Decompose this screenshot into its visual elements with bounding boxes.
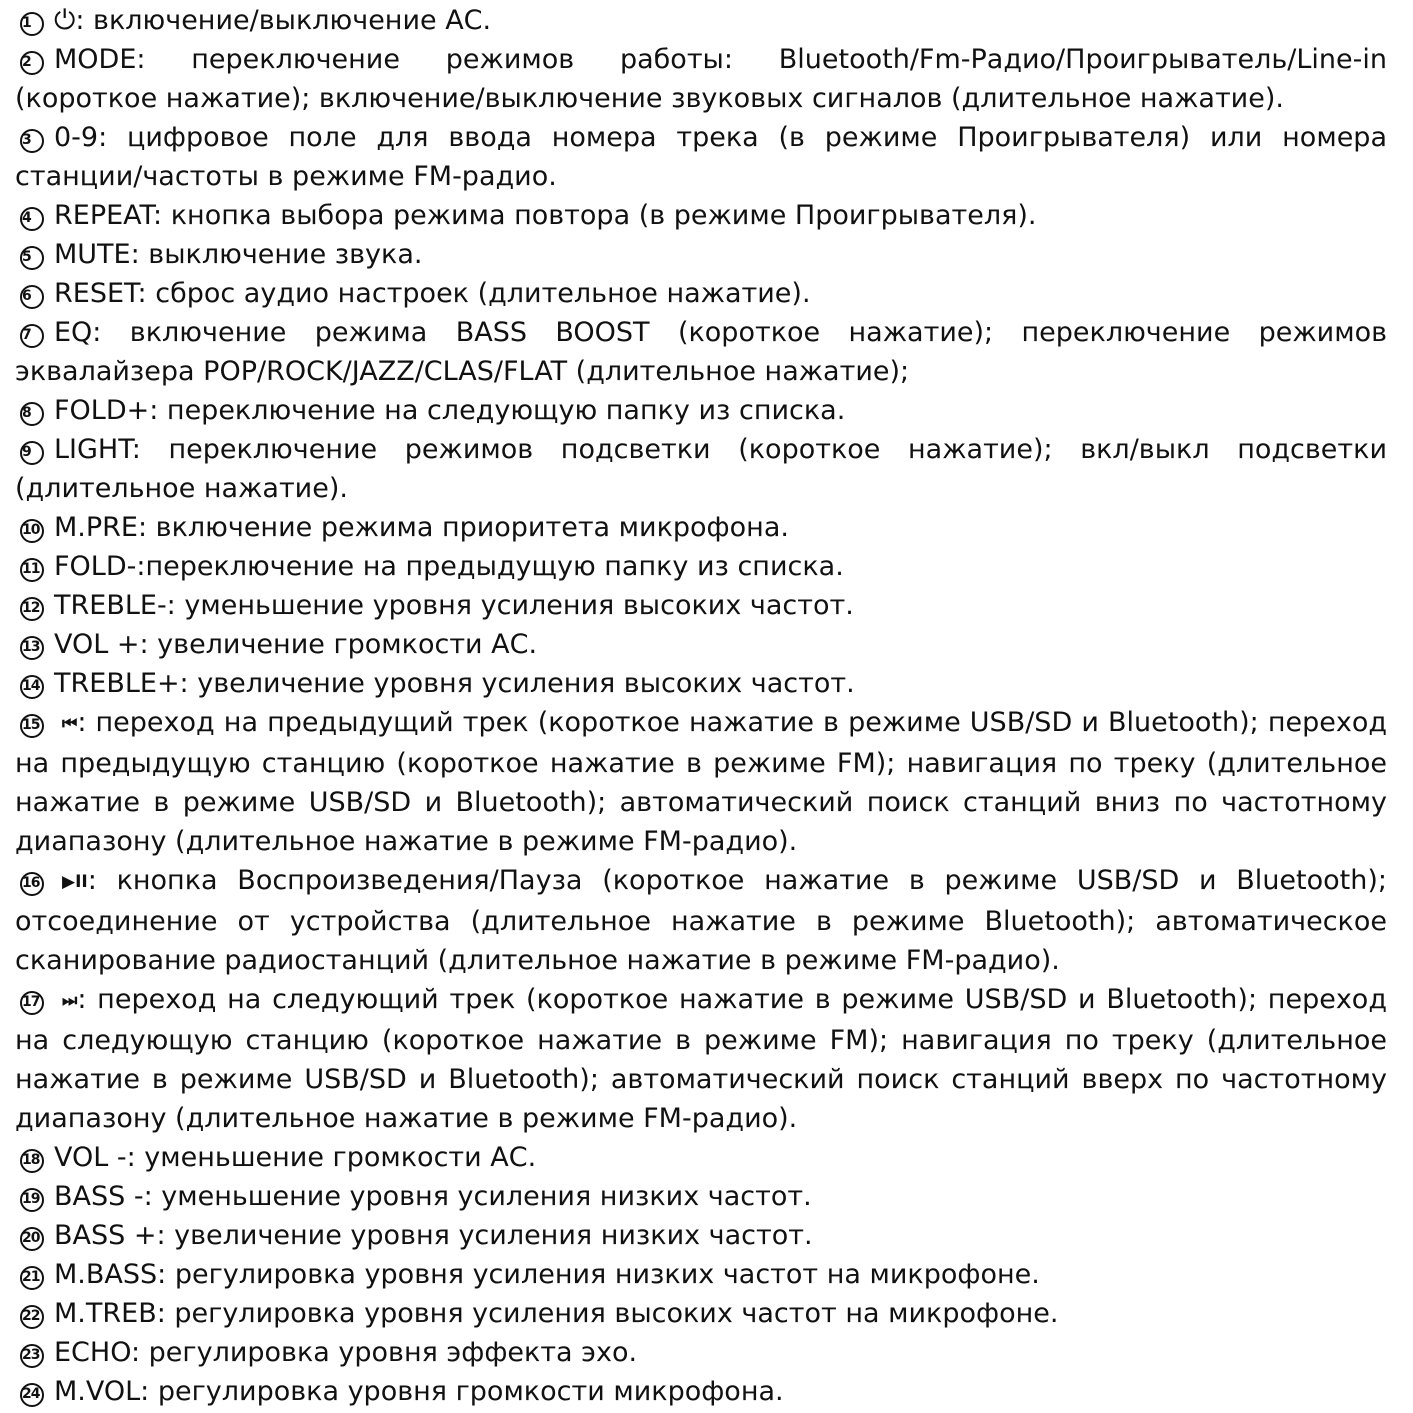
circled-number: 24 xyxy=(20,1383,44,1407)
list-item xyxy=(15,625,1387,664)
list-item xyxy=(15,391,1387,430)
item-text: 0-9: цифровое поле для ввода номера трека (в режиме Проигрывателя) или номера станции/частоты в режиме FM-радио. xyxy=(15,122,1387,192)
list-item xyxy=(15,40,1387,118)
button-description-list xyxy=(15,1,1387,1411)
list-item xyxy=(15,1333,1387,1372)
list-item xyxy=(15,430,1387,508)
play-pause-icon: ▶II xyxy=(62,872,88,892)
circled-number: 15 xyxy=(20,714,44,738)
item-text: : включение/выключение АС. xyxy=(75,5,492,36)
circled-number: 1 xyxy=(20,12,44,36)
item-text: EQ: включение режима BASS BOOST (короткое нажатие); переключение режимов эквалайзера POP/ROCK/JAZZ/CLAS/FLAT (длительное нажатие); xyxy=(15,317,1387,387)
circled-number: 4 xyxy=(20,207,44,231)
list-item xyxy=(15,1255,1387,1294)
item-text: MUTE: выключение звука. xyxy=(54,239,423,270)
list-item xyxy=(15,547,1387,586)
circled-number: 3 xyxy=(20,129,44,153)
list-item xyxy=(15,1138,1387,1177)
circled-number: 20 xyxy=(20,1227,44,1251)
list-item xyxy=(15,508,1387,547)
list-item xyxy=(15,861,1387,980)
item-text: RESET: сброс аудио настроек (длительное нажатие). xyxy=(54,278,811,309)
circled-number: 21 xyxy=(20,1266,44,1290)
circled-number: 23 xyxy=(20,1344,44,1368)
circled-number: 11 xyxy=(20,558,44,582)
list-item xyxy=(15,1,1387,40)
item-text: TREBLE-: уменьшение уровня усиления высоких частот. xyxy=(54,590,854,621)
item-text: BASS -: уменьшение уровня усиления низких частот. xyxy=(54,1181,812,1212)
item-text: VOL -: уменьшение громкости АС. xyxy=(54,1142,537,1173)
item-text: : кнопка Воспроизведения/Пауза (короткое нажатие в режиме USB/SD и Bluetooth); отсоединение от устройства (длительное нажатие в режиме Bluetooth); автоматическое сканирование радиостанций (длительное нажатие в режиме FM-радио). xyxy=(15,865,1387,976)
circled-number: 17 xyxy=(20,991,44,1015)
circled-number: 7 xyxy=(20,324,44,348)
circled-number: 12 xyxy=(20,597,44,621)
item-text: BASS +: увеличение уровня усиления низких частот. xyxy=(54,1220,813,1251)
item-text: MODE: переключение режимов работы: Bluetooth/Fm-Радио/Проигрыватель/Line-in (короткое нажатие); включение/выключение звуковых сигналов (длительное нажатие). xyxy=(15,44,1387,114)
circled-number: 2 xyxy=(20,51,44,75)
circled-number: 5 xyxy=(20,246,44,270)
item-text: ECHO: регулировка уровня эффекта эхо. xyxy=(54,1337,638,1368)
circled-number: 19 xyxy=(20,1188,44,1212)
list-item xyxy=(15,703,1387,861)
item-text: M.VOL: регулировка уровня громкости микрофона. xyxy=(54,1376,784,1407)
item-text: M.PRE: включение режима приоритета микрофона. xyxy=(54,512,789,543)
list-item xyxy=(15,1372,1387,1411)
circled-number: 22 xyxy=(20,1305,44,1329)
item-text: FOLD+: переключение на следующую папку из списка. xyxy=(54,395,846,426)
circled-number: 9 xyxy=(20,441,44,465)
previous-track-icon: ⏮ xyxy=(62,714,78,734)
list-item xyxy=(15,586,1387,625)
item-text: M.BASS: регулировка уровня усиления низких частот на микрофоне. xyxy=(54,1259,1040,1290)
circled-number: 13 xyxy=(20,636,44,660)
power-icon: ⏻ xyxy=(54,5,76,36)
item-text: : переход на следующий трек (короткое нажатие в режиме USB/SD и Bluetooth); переход на следующую станцию (короткое нажатие в режиме FM); навигация по треку (длительное нажатие в режиме USB/SD и Bluetooth); автоматический поиск станций вверх по частотному диапазону (длительное нажатие в режиме FM-радио). xyxy=(15,984,1387,1134)
circled-number: 6 xyxy=(20,285,44,309)
list-item xyxy=(15,980,1387,1138)
list-item xyxy=(15,1177,1387,1216)
circled-number: 16 xyxy=(20,872,44,896)
list-item xyxy=(15,274,1387,313)
circled-number: 8 xyxy=(20,402,44,426)
list-item xyxy=(15,313,1387,391)
circled-number: 10 xyxy=(20,519,44,543)
item-text: FOLD-:переключение на предыдущую папку из списка. xyxy=(54,551,844,582)
list-item xyxy=(15,1294,1387,1333)
item-text: M.TREB: регулировка уровня усиления высоких частот на микрофоне. xyxy=(54,1298,1059,1329)
list-item xyxy=(15,664,1387,703)
item-text: TREBLE+: увеличение уровня усиления высоких частот. xyxy=(54,668,855,699)
list-item xyxy=(15,235,1387,274)
circled-number: 18 xyxy=(20,1149,44,1173)
circled-number: 14 xyxy=(20,675,44,699)
next-track-icon: ⏭ xyxy=(62,991,78,1011)
item-text: : переход на предыдущий трек (короткое нажатие в режиме USB/SD и Bluetooth); переход на предыдущую станцию (короткое нажатие в режиме FM); навигация по треку (длительное нажатие в режиме USB/SD и Bluetooth); автоматический поиск станций вниз по частотному диапазону (длительное нажатие в режиме FM-радио). xyxy=(15,707,1387,857)
item-text: REPEAT: кнопка выбора режима повтора (в режиме Проигрывателя). xyxy=(54,200,1037,231)
list-item xyxy=(15,1216,1387,1255)
item-text: VOL +: увеличение громкости АС. xyxy=(54,629,538,660)
list-item xyxy=(15,118,1387,196)
item-text: LIGHT: переключение режимов подсветки (короткое нажатие); вкл/выкл подсветки (длительное нажатие). xyxy=(15,434,1387,504)
list-item xyxy=(15,196,1387,235)
